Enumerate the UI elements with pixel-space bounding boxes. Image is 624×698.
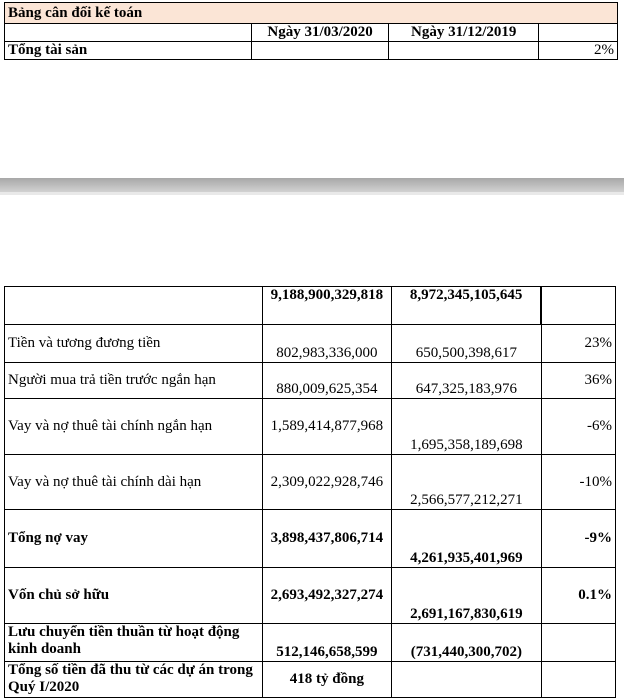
cell-q1-2020: 418 tỷ đồng <box>262 662 391 698</box>
row-label: Tổng tài sản <box>5 42 252 60</box>
table-row <box>5 568 616 624</box>
cell-change: 23% <box>541 325 615 363</box>
cell-change: 2% <box>539 42 618 60</box>
table-title: Bảng cân đối kế toán <box>5 3 618 24</box>
balance-sheet-header-table <box>4 2 618 60</box>
cell-q1-2020 <box>251 42 389 60</box>
cell-q1-2020: 2,693,492,327,274 <box>262 568 391 624</box>
cell-end-2019 <box>389 42 539 60</box>
header-empty-cell <box>539 24 618 42</box>
cell-q1-2020: 512,146,658,599 <box>262 624 391 662</box>
page-separator <box>0 178 624 192</box>
table-row <box>5 624 616 662</box>
cell-q1-2020: 9,188,900,329,818 <box>262 287 391 325</box>
page-separator-shadow <box>0 192 624 195</box>
cell-end-2019: (731,440,300,702) <box>391 624 541 662</box>
table-row <box>5 662 616 698</box>
cell-change: -10% <box>541 455 615 510</box>
row-label: Tiền và tương đương tiền <box>5 325 263 363</box>
cell-change <box>541 662 615 698</box>
row-label: Lưu chuyển tiền thuần từ hoạt động kinh doanh <box>5 624 263 662</box>
cell-q1-2020: 880,009,625,354 <box>262 363 391 399</box>
cell-end-2019: 2,691,167,830,619 <box>391 568 541 624</box>
row-label: Người mua trả tiền trước ngắn hạn <box>5 363 263 399</box>
row-label: Vay và nợ thuê tài chính ngắn hạn <box>5 399 263 455</box>
cell-change <box>541 624 615 662</box>
row-label: Vốn chủ sở hữu <box>5 568 263 624</box>
table-row <box>5 287 616 325</box>
cell-end-2019: 1,695,358,189,698 <box>391 399 541 455</box>
cell-q1-2020: 3,898,437,806,714 <box>262 510 391 568</box>
cell-end-2019: 8,972,345,105,645 <box>391 287 541 325</box>
table-row <box>5 455 616 510</box>
cell-change: 0.1% <box>541 568 615 624</box>
col-header-end-2019: Ngày 31/12/2019 <box>389 24 539 42</box>
table-row <box>5 325 616 363</box>
cell-end-2019: 2,566,577,212,271 <box>391 455 541 510</box>
row-label <box>5 287 263 325</box>
table-row <box>5 510 616 568</box>
cell-end-2019: 4,261,935,401,969 <box>391 510 541 568</box>
row-label: Vay và nợ thuê tài chính dài hạn <box>5 455 263 510</box>
cell-change <box>541 287 615 325</box>
table-row <box>5 363 616 399</box>
cell-change: -6% <box>541 399 615 455</box>
cell-end-2019: 647,325,183,976 <box>391 363 541 399</box>
row-label: Tổng số tiền đã thu từ các dự án trong Quý I/2020 <box>5 662 263 698</box>
table-row <box>5 399 616 455</box>
row-label: Tổng nợ vay <box>5 510 263 568</box>
cell-end-2019 <box>391 662 541 698</box>
column-header-row <box>5 24 618 42</box>
cell-change: -9% <box>541 510 615 568</box>
title-row <box>5 3 618 24</box>
balance-sheet-main-table <box>4 286 616 698</box>
cell-q1-2020: 1,589,414,877,968 <box>262 399 391 455</box>
cell-q1-2020: 2,309,022,928,746 <box>262 455 391 510</box>
cell-change: 36% <box>541 363 615 399</box>
header-empty-cell <box>5 24 252 42</box>
col-header-q1-2020: Ngày 31/03/2020 <box>251 24 389 42</box>
total-assets-row <box>5 42 618 60</box>
cell-q1-2020: 802,983,336,000 <box>262 325 391 363</box>
cell-end-2019: 650,500,398,617 <box>391 325 541 363</box>
